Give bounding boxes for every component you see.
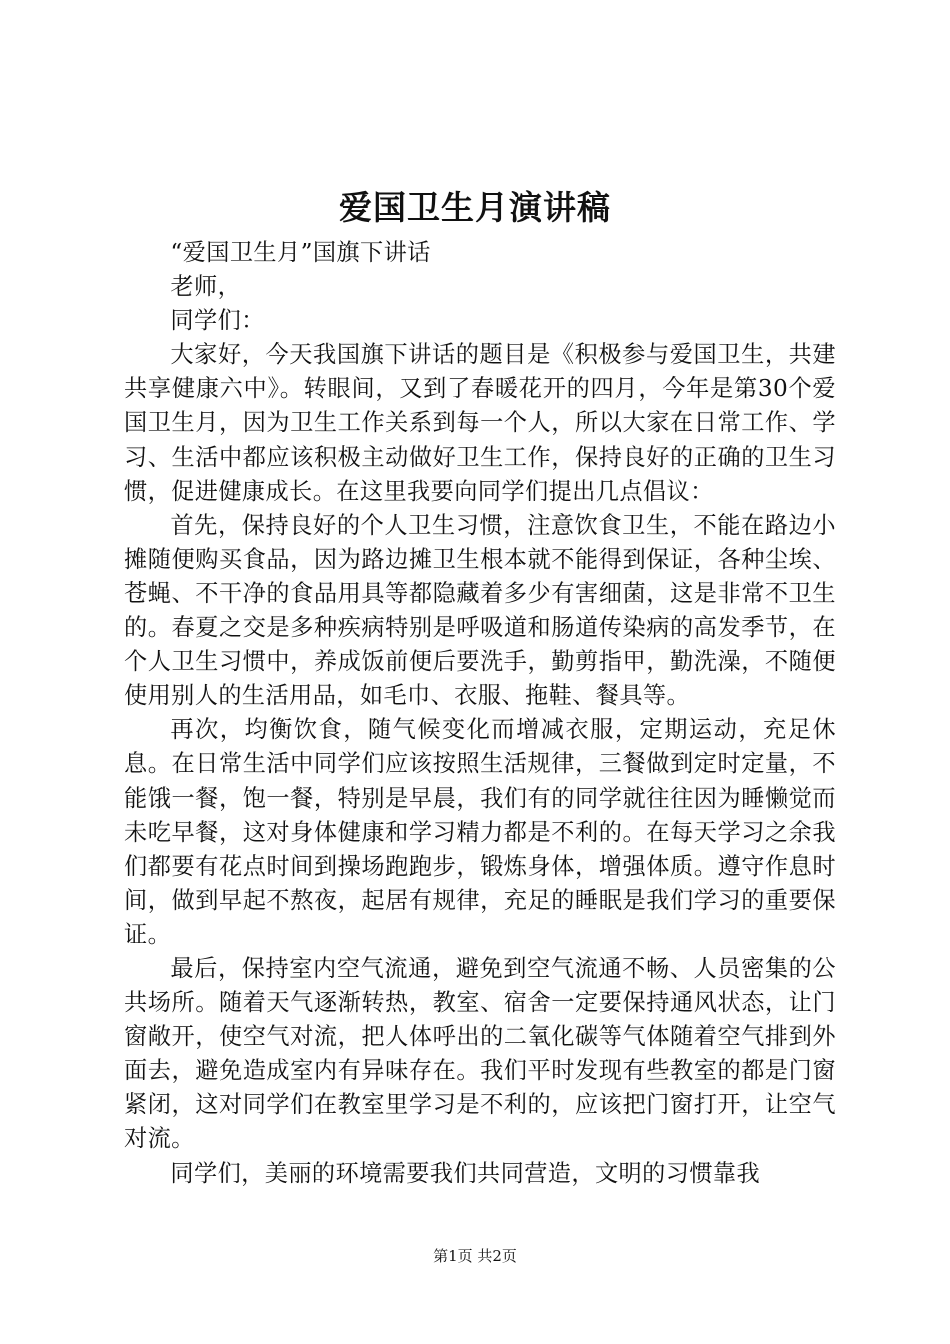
paragraph-third-point: 最后，保持室内空气流通，避免到空气流通不畅、人员密集的公共场所。随着天气逐渐转热，教室、宿舍一定要保持通风状态，让门窗敞开，使空气对流，把人体呼出的二氧化碳等气体随着空气排到外面去，避免造成室内有异味存在。我们平时发现有些教室的都是门窗紧闭，这对同学们在教室里学习是不利的，应该把门窗打开，让空气对流。 <box>124 954 836 1153</box>
page-footer: 第1页 共2页 <box>433 1247 517 1265</box>
salutation-teachers: 老师， <box>170 273 242 301</box>
paragraph-closing: 同学们，美丽的环境需要我们共同营造，文明的习惯靠我 <box>170 1159 761 1187</box>
paragraph-second-point: 再次，均衡饮食，随气候变化而增减衣服，定期运动，充足休息。在日常生活中同学们应该按照生活规律，三餐做到定时定量，不能饿一餐，饱一餐，特别是早晨，我们有的同学就往往因为睡懒觉而未吃早餐，这对身体健康和学习精力都是不利的。在每天学习之余我们都要有花点时间到操场跑跑步，锻炼身体，增强体质。遵守作息时间，做到早起不熬夜，起居有规律，充足的睡眠是我们学习的重要保证。 <box>124 716 836 948</box>
document-body <box>124 236 836 1191</box>
paragraph-intro: 大家好，今天我国旗下讲话的题目是《积极参与爱国卫生，共建共享健康六中》。转眼间，又到了春暖花开的四月，今年是第30个爱国卫生月，因为卫生工作关系到每一个人，所以大家在日常工作、学习、生活中都应该积极主动做好卫生工作，保持良好的正确的卫生习惯，促进健康成长。在这里我要向同学们提出几点倡议： <box>124 341 836 505</box>
speech-heading: “爱国卫生月”国旗下讲话 <box>170 239 431 266</box>
salutation-students: 同学们： <box>170 307 265 335</box>
page-title: 爱国卫生月演讲稿 <box>339 188 611 227</box>
paragraph-first-point: 首先，保持良好的个人卫生习惯，注意饮食卫生，不能在路边小摊随便购买食品，因为路边摊卫生根本就不能得到保证，各种尘埃、苍蝇、不干净的食品用具等都隐藏着多少有害细菌，这是非常不卫生的。春夏之交是多种疾病特别是呼吸道和肠道传染病的高发季节，在个人卫生习惯中，养成饭前便后要洗手，勤剪指甲，勤洗澡，不随便使用别人的生活用品，如毛巾、衣服、拖鞋、餐具等。 <box>124 511 836 710</box>
